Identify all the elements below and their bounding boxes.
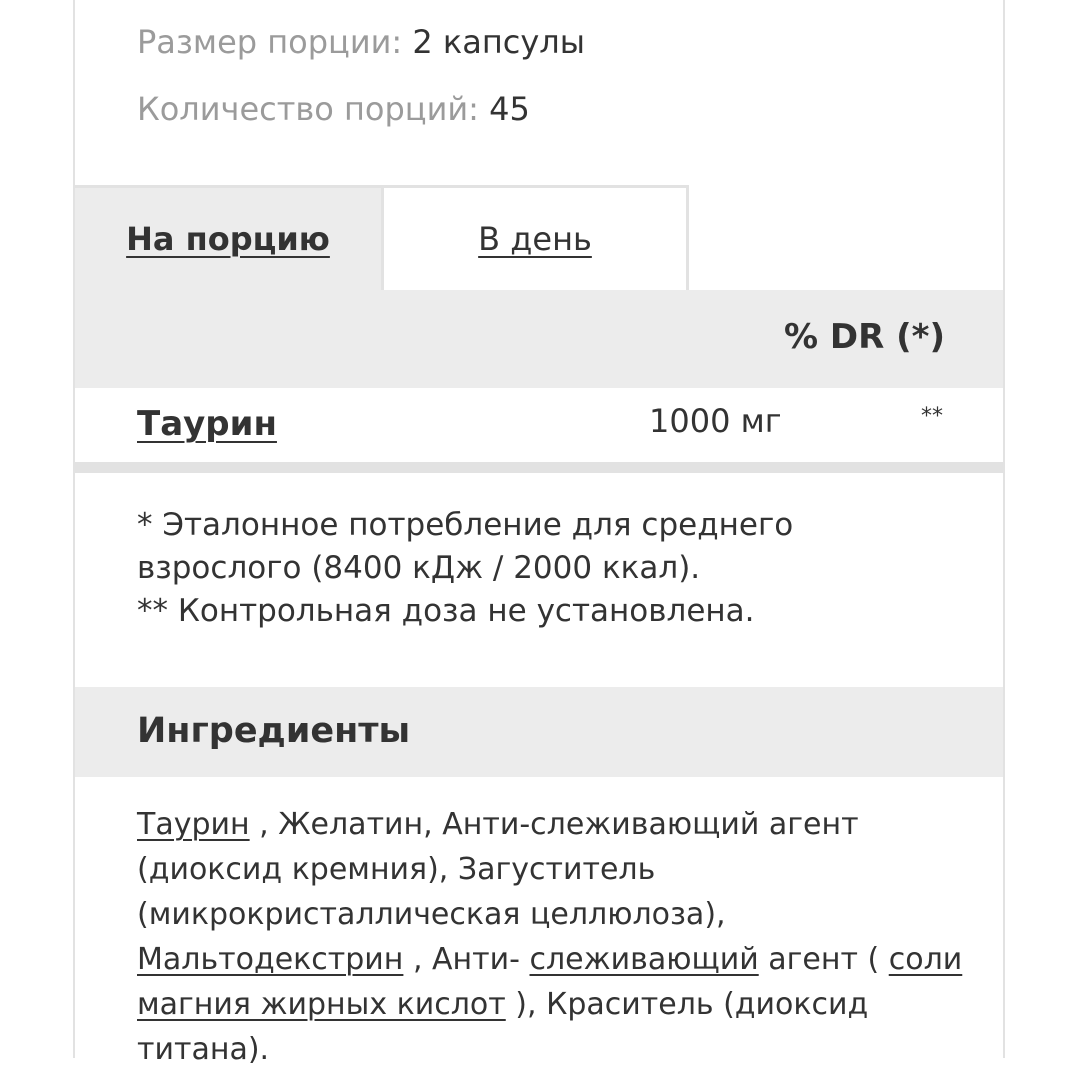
tab-per-day[interactable] <box>381 185 689 290</box>
table-header <box>75 290 1003 388</box>
tab-bar <box>75 185 1003 290</box>
ingredients-header <box>75 687 1003 777</box>
servings-count <box>137 89 530 129</box>
ingredient-link-anticaking[interactable]: слеживающий <box>529 942 759 977</box>
nutrient-dr-value: ** <box>921 404 943 429</box>
servings-count-value: 45 <box>489 90 530 128</box>
dr-column-header: % DR (*) <box>783 317 945 357</box>
serving-size <box>137 22 585 62</box>
tab-per-serving[interactable] <box>75 185 381 290</box>
footnote-no-dose: ** Контрольная доза не установлена. <box>137 593 755 629</box>
ingredients-text-part: , Анти- <box>403 942 530 977</box>
footnote-reference-intake: * Эталонное потребление для среднего взрослого (8400 кДж / 2000 ккал). <box>137 507 794 586</box>
ingredient-link-maltodextrin[interactable]: Мальтодекстрин <box>137 942 404 977</box>
footnotes <box>137 504 957 633</box>
nutrient-amount: 1000 мг <box>649 402 782 440</box>
servings-count-label: Количество порций: <box>137 90 479 128</box>
tab-per-serving-label: На порцию <box>126 220 330 258</box>
nutrient-link-taurine[interactable]: Таурин <box>137 404 277 444</box>
ingredients-text-part: ), Краситель (диоксид титана). <box>137 987 869 1067</box>
ingredient-link-taurine[interactable]: Таурин <box>137 807 250 842</box>
serving-size-label: Размер порции: <box>137 23 403 61</box>
tab-per-day-label: В день <box>478 220 592 258</box>
table-divider <box>75 462 1003 473</box>
ingredients-text-part: , Желатин, Анти-слеживающий агент (диоксид кремния), Загуститель (микрокристаллическая целлюлоза), <box>137 807 859 932</box>
ingredient-link-magnesium-salts[interactable]: соли магния жирных кислот <box>137 942 963 1022</box>
ingredients-text-part: агент ( <box>758 942 889 977</box>
nutrition-card <box>73 0 1005 1067</box>
ingredients-text <box>137 802 967 1072</box>
ingredients-title: Ингредиенты <box>137 711 411 751</box>
serving-size-value: 2 капсулы <box>412 23 586 61</box>
table-row <box>75 388 1003 462</box>
